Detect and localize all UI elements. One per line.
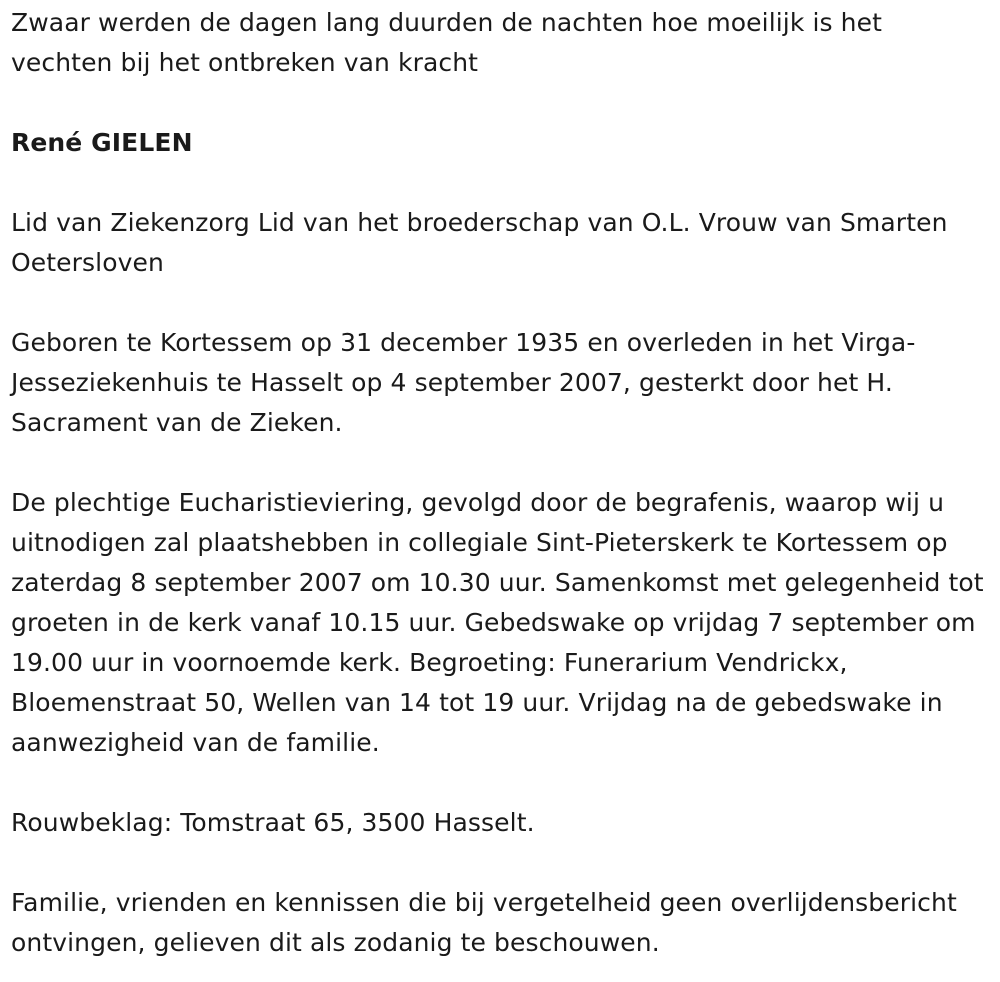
memberships-paragraph: Lid van Ziekenzorg Lid van het broederschap van O.L. Vrouw van Smarten Oetersloven	[11, 208, 948, 277]
birth-death-paragraph: Geboren te Kortessem op 31 december 1935 en overleden in het Virga-Jesseziekenhuis te Hasselt op 4 september 2007, gesterkt door het H. Sacrament van de Zieken.	[11, 328, 916, 437]
ceremony-paragraph: De plechtige Eucharistieviering, gevolgd door de begrafenis, waarop wij u uitnodigen zal plaatshebben in collegiale Sint-Pieterskerk te Kortessem op zaterdag 8 september 2007 om 10.30 uur. Samenkomst met gelegenheid tot groeten in de kerk vanaf 10.15 uur. Gebedswake op vrijdag 7 september om 19.00 uur in voornoemde kerk. Begroeting: Funerarium Vendrickx, Bloemenstraat 50, Wellen van 14 tot 19 uur. Vrijdag na de gebedswake in aanwezigheid van de familie.	[11, 488, 984, 757]
obituary-document	[11, 3, 991, 963]
motto-paragraph: Zwaar werden de dagen lang duurden de nachten hoe moeilijk is het vechten bij het ontbreken van kracht	[11, 8, 883, 77]
closing-note: Familie, vrienden en kennissen die bij vergetelheid geen overlijdensbericht ontvingen, gelieven dit als zodanig te beschouwen.	[11, 888, 957, 957]
condolence-address: Rouwbeklag: Tomstraat 65, 3500 Hasselt.	[11, 808, 535, 837]
deceased-name: René GIELEN	[11, 128, 193, 157]
